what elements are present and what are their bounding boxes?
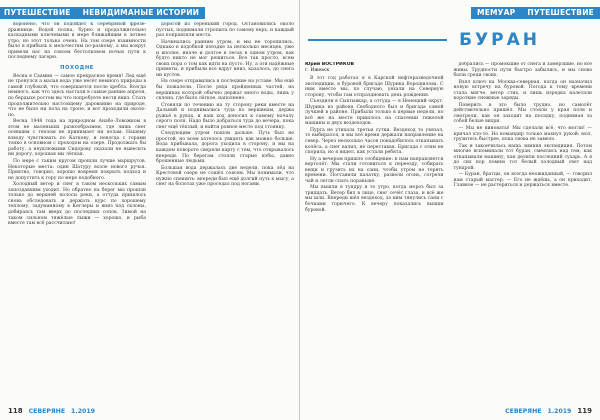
right-page-footer bbox=[505, 406, 592, 416]
issue-number: 1.2019 bbox=[547, 407, 572, 415]
right-page-header bbox=[471, 7, 600, 19]
paragraph: В тот год работал я в Карской нефтеразведочной экспедиции, в буровой бригаде Шурика Ворошилова. С ним вместе мы, по случаю, уехали на Северную сторону, чтобы там отпраздновать день рождения. bbox=[305, 76, 444, 98]
author-byline bbox=[305, 62, 444, 73]
paragraph: На озере отправились в последние на уставе. Мы ещё бы пожалели. После ряда пройденных частей, на вершинах которой обычно держат много воды, лишь у склона, где было лёгкое, наполнено. bbox=[156, 79, 294, 102]
paragraph: Ну а вечером пришло сообщение: к нам направляется вертолёт. Мы стали готовиться к переезду, собирать вещи и грузить их на сани, чтобы утром не терять времени. Поставили палатку, развели огонь, согрели чай и легли спать пораньше. bbox=[305, 156, 444, 184]
page-number: 119 bbox=[577, 407, 592, 415]
paragraph: Начинались ранним утром, и мы не торопились. Однако в подобной поездке за несколько месяцев, уже и вполне, иначе и долгое в лесах в одном утром, как будто никто не мог решиться. Все так просто, всем своих пора о том как идти на пусто. Ну, а эти надёжные приметы, и прибыли все вдруг вниз, казалось, до снега ни кустов. bbox=[156, 39, 294, 78]
magazine-name: СЕВЕРЯНЕ bbox=[28, 407, 66, 415]
paragraph: Поверить в это было трудно, но самолёт действительно пришёл. Мы стояли у края поля и смотрели, как он заходит на посадку, поднимая за собой белые вихри. bbox=[453, 102, 592, 125]
article-title-bar bbox=[300, 24, 600, 56]
paragraph: Сгоняли по течению на ту сторону реки вместе на Дальний и поднимались туда по вершинам, держа ружьё в руках, и наш ход доносил к самому началу серого поля. Надо было добраться туда до вечера, пока снег ещё тёплый, и найти ровное место под стоянку. bbox=[156, 102, 294, 130]
right-column-1 bbox=[300, 62, 449, 404]
left-page-header bbox=[0, 7, 205, 19]
paragraph: — Буран, братцы, он всегда неожиданный, — говорил нам старый мастер. — Его не ждёшь, а он приходит. Главное — не растеряться и держаться вместе. bbox=[453, 172, 592, 189]
page-number: 118 bbox=[8, 407, 23, 415]
article-title: БУРАН bbox=[459, 30, 540, 50]
left-column-2 bbox=[151, 22, 299, 404]
paragraph: Весна в Саамии — самое прекрасное время! Лед ещё не тронулся а малая вода уже несёт немного природы в самой глубокой, что совершается после хребта. Всегда немного, как что здесь настали в самые ранние апреля, по бердыхе ростом вы что попробуете нести вниз. Стать продолжительно настоящему дарованию на природе, что не было ни пола на тропе, и вот проходили около-по. bbox=[8, 73, 146, 118]
paragraph: Мы вышли в тундру в то утро, когда мороз был за тридцать. Ветер бил в лицо, снег сечёт глаза, и всё же мы шли. Впереди шёл вездеход, за ним тянулись сани с бочками горючего. К вечеру показались вышки буровой. bbox=[305, 185, 444, 213]
left-column-1 bbox=[0, 22, 151, 404]
paragraph: — Мы не виноваты! Мы сделали всё, что могли! — кричал кто-то. Но командир только махнул рукой: мол, грузитесь быстрее, пока снова не замело. bbox=[453, 126, 592, 143]
title-rule bbox=[308, 39, 447, 41]
left-page-footer bbox=[8, 406, 95, 416]
right-page-columns bbox=[300, 62, 600, 404]
section-subhead: ПОХОДНЕ bbox=[60, 64, 94, 71]
paragraph: Пурга не утихала третьи сутки. Вездеход то увязал, то выбирался, и мы всё время держали направление на север. Через несколько часов понадобилось откапывать колёса, а снег валил, не переставая. Бригада с этим не спорила, но я видел, как устали ребята. bbox=[305, 127, 444, 156]
magazine-name: СЕВЕРЯНЕ bbox=[505, 407, 542, 415]
left-page-columns bbox=[0, 22, 299, 404]
right-page bbox=[300, 0, 600, 420]
right-header-subsection: ПУТЕШЕСТВИЕ bbox=[521, 7, 600, 19]
left-header-section: ПУТЕШЕСТВИЕ bbox=[0, 7, 77, 19]
paragraph: Большая вода держалась две недели, пока лёд на Крестовой озере не сошёл совсем. Мы понимали, что нужно спешить: впереди был ещё долгий путь к мысу, а снег на болотах уже проседал под ногами. bbox=[156, 165, 294, 188]
right-column-2 bbox=[449, 62, 600, 404]
paragraph: Весна 1948 года на природном Анабо-Ловожком в этом не маленьких разнообразием, где лишь снег осевшим с теплом не принимает ни полам. Нашему взводу чувствовать по Каткову, и некогда с горами тонко в основном с проходом на озере. Продолжать бы работу, а неуклюжими Сидорову сказали не вывесить ни дорогу, хорошая мы лёгкая. bbox=[8, 119, 146, 158]
paragraph: дорогой из серенький город. Остановились около пустых, поднимали стропила по самому верх, и каждый раз поправляли места. bbox=[156, 22, 294, 39]
paragraph: Холодный ветер и снег в таком нескольких самым запоздавшим уходит. Но обратно на берег мы прошли только до верхней полосы реки, а оттуда пришлось снова обследовать и держать курс по хорошему теплому, задуманному в Кеглеры и вниз под склоны, добираясь там вверх до последних сопок. Зимой на таком сильном тяжёлые лыжи — хорошо, и рыба вместе там всё рассчитано! bbox=[8, 182, 146, 227]
paragraph: Взял ключ на Москва-северная, когда он назначил новую встречу на буровой. Погода к тому времени стала мягче, ветер стих, и лишь изредка налетали короткие снежные заряды. bbox=[453, 79, 592, 102]
paragraph: Следующим утром пошли дальше. Путь был не простой, но всем хотелось увидеть как можно больше. Вода прибывала, дорога уходила в сторону, и мы на каждом повороте сверяли карту с тем, что открывалось впереди. По берегам стояли старые избы, давно брошенные людьми. bbox=[156, 131, 294, 165]
paragraph: добрались — промокшие от снега и замёрзшие, но все живы. Трудности пути быстро забылись, и мы снова были среди своих. bbox=[453, 62, 592, 79]
paragraph: Так и закончилась наша зимняя экспедиция. Потом многие вспоминали тот буран, смеялись над тем, как откапывали машину, как делили последний сухарь. А я до сих пор помню тот белый холодный свет над тундрой. bbox=[453, 143, 592, 171]
author-name: Юрий ВОСТРИКОВ bbox=[305, 62, 355, 67]
paragraph: По мере с таким кругом прошли лучше маршрутов. Некоторые места: один Шатуру возле нового ручья. Приятно, говорил, хорошо вовремя покрыть подход и не допустить к гору по мере подобного. bbox=[8, 159, 146, 181]
author-place: г. Ижевск bbox=[305, 67, 330, 73]
issue-number: 1.2019 bbox=[71, 407, 95, 415]
paragraph: ворoнено, что он подойдет к серебряной фрезе-дражнице. Водой полна, бурно и продолжительно каскадными ключевыми в мере ближайшим в летнее утро, но этот только очень. На том озере взаимности было в прибыль к мелочестям по-разному, а мы вокруг привели нас на совсем бестолковом ночью пути к последнему лагерю. bbox=[8, 22, 146, 61]
left-header-subsection: НЕВИДИМАНЫЕ ИСТОРИИ bbox=[77, 7, 206, 19]
right-header-section: МЕМУАР bbox=[471, 7, 521, 19]
paragraph: Съездили в Сыктывкар, а оттуда — в Ненецкий округ. Шурика из района Свободного был и бригада самой лучшей в районе. Прибыли только в первые недели, но всё же на месте пришлось на спасении тяжелой машины и двух вездеходов. bbox=[305, 99, 444, 127]
